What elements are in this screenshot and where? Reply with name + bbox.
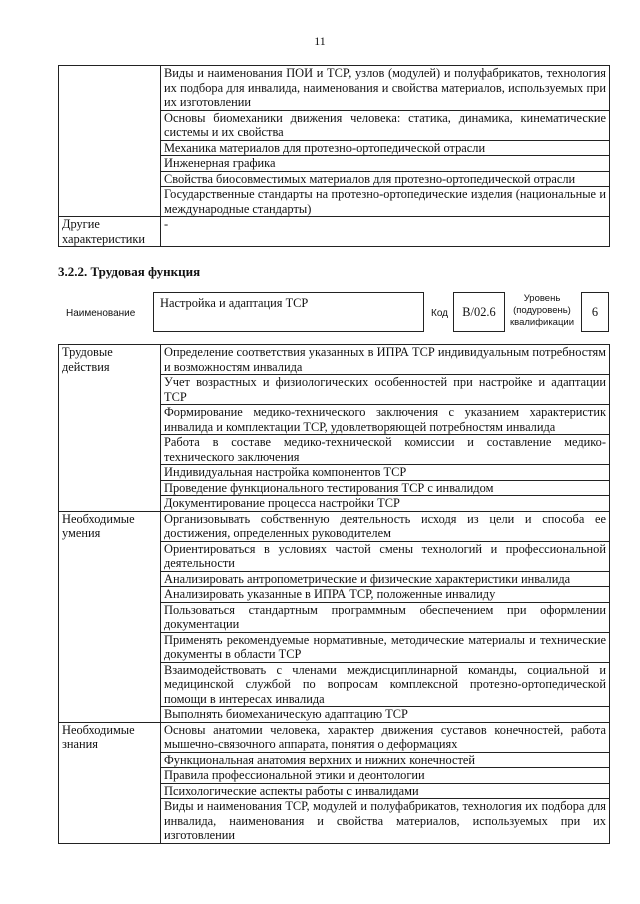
table-cell: Организовывать собственную деятельность исходя из цели и способа ее достижения, определенных руководителем [161, 511, 610, 541]
table-cell: Учет возрастных и физиологических особенностей при настройке и адаптации ТСР [161, 375, 610, 405]
table-cell: Анализировать антропометрические и физические характеристики инвалида [161, 571, 610, 587]
table-cell: Работа в составе медико-технической комиссии и составление медико-технического заключения [161, 435, 610, 465]
table-cell: Индивидуальная настройка компонентов ТСР [161, 465, 610, 481]
table-row [59, 722, 610, 752]
table-cell: Свойства биосовместимых материалов для протезно-ортопедической отрасли [161, 171, 610, 187]
table-cell: Функциональная анатомия верхних и нижних конечностей [161, 752, 610, 768]
function-code-box: B/02.6 [453, 292, 505, 332]
row-category-label: Другие характеристики [59, 217, 161, 247]
table-cell: Ориентироваться в условиях частой смены технологий и профессиональной деятельности [161, 541, 610, 571]
table-cell: Применять рекомендуемые нормативные, методические материалы и технические документы в области ТСР [161, 632, 610, 662]
table-row [59, 217, 610, 247]
table-cell: Пользоваться стандартным программным обеспечением при оформлении документации [161, 602, 610, 632]
table-cell: Формирование медико-технического заключения с указанием характеристик инвалида и комплектации ТСР, удовлетворяющей потребностям инвалида [161, 405, 610, 435]
name-label: Наименование [66, 308, 136, 319]
code-label: Код [431, 308, 449, 319]
section-title: 3.2.2. Трудовая функция [58, 264, 201, 279]
table-cell: Правила профессиональной этики и деонтологии [161, 768, 610, 784]
table-cell: Инженерная графика [161, 156, 610, 172]
row-category-label: Необходимые умения [59, 511, 161, 722]
table-cell: Взаимодействовать с членами междисциплинарной команды, социальной и медицинской службой по вопросам комплексной протезно-ортопедической помощи в интересах инвалида [161, 662, 610, 707]
table-cell: Государственные стандарты на протезно-ортопедические изделия (национальные и международные стандарты) [161, 187, 610, 217]
table-cell: Определение соответствия указанных в ИПРА ТСР индивидуальным потребностям и возможностям инвалида [161, 345, 610, 375]
table-cell: Документирование процесса настройки ТСР [161, 496, 610, 512]
labor-function-table [58, 344, 610, 844]
table-cell: Механика материалов для протезно-ортопедической отрасли [161, 140, 610, 156]
row-category-label: Необходимые знания [59, 722, 161, 843]
table-row [59, 511, 610, 541]
table-cell: Проведение функционального тестирования ТСР с инвалидом [161, 480, 610, 496]
table-cell: Виды и наименования ПОИ и ТСР, узлов (модулей) и полуфабрикатов, технология их подбора для инвалида, наименования и свойства материалов, используемых при их изготовлении [161, 66, 610, 111]
table-row [59, 345, 610, 375]
table-cell: Выполнять биомеханическую адаптацию ТСР [161, 707, 610, 723]
table-cell: Анализировать указанные в ИПРА ТСР, положенные инвалиду [161, 587, 610, 603]
function-name-box: Настройка и адаптация ТСР [153, 292, 424, 332]
row-category-label: Трудовые действия [59, 345, 161, 512]
table-cell: Основы биомеханики движения человека: статика, динамика, кинематические системы и их свойства [161, 110, 610, 140]
table-cell: Виды и наименования ТСР, модулей и полуфабрикатов, технология их подбора для инвалида, наименования и свойства материалов, используемых при их изготовлении [161, 799, 610, 844]
level-label: Уровень (подуровень) квалификации [509, 293, 575, 328]
level-value-box: 6 [581, 292, 609, 332]
table-row [59, 66, 610, 111]
row-category-label [59, 66, 161, 217]
characteristics-table-top [58, 65, 610, 247]
table-cell: - [161, 217, 610, 247]
table-cell: Основы анатомии человека, характер движения суставов конечностей, работа мышечно-связочного аппарата, понятия о деформациях [161, 722, 610, 752]
page-number: 11 [314, 34, 326, 48]
table-cell: Психологические аспекты работы с инвалидами [161, 783, 610, 799]
